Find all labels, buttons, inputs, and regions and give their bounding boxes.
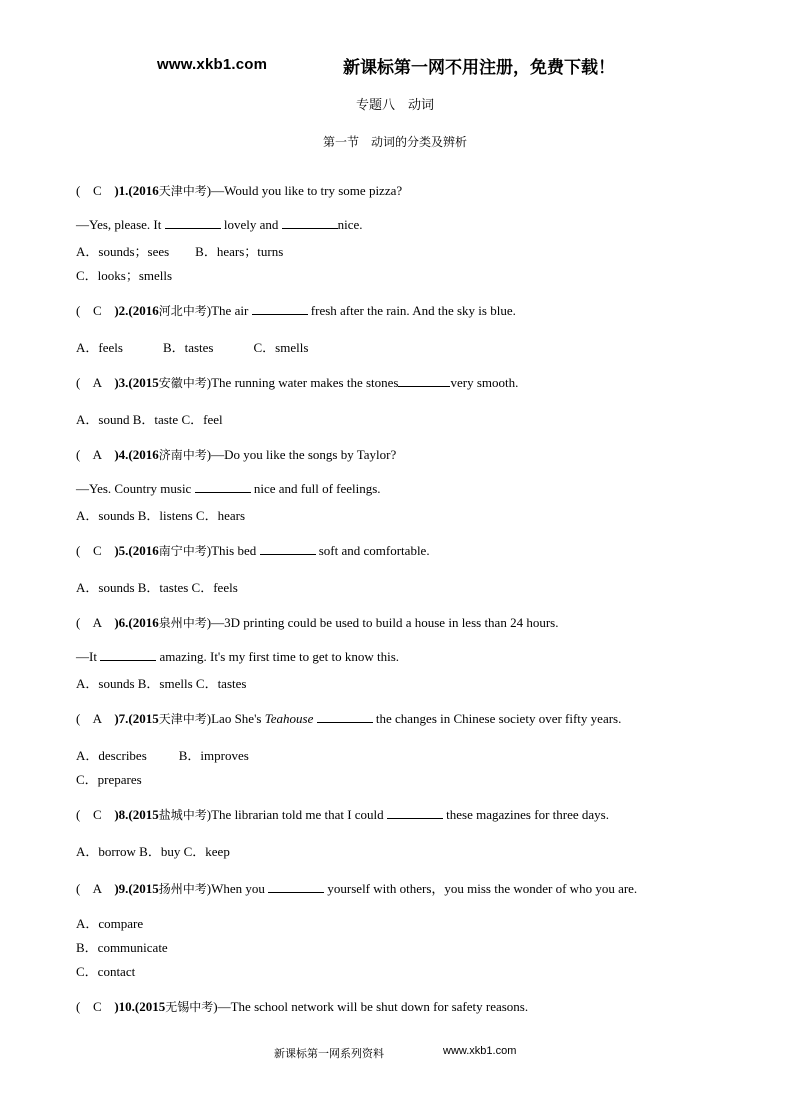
question-number-9: )9.(2015: [114, 881, 159, 896]
answer-3: A: [92, 375, 103, 390]
dialogue-text: nice and full of feelings.: [253, 481, 381, 496]
question-stem-4: )—Do you like the songs by Taylor?: [206, 447, 397, 462]
answer-5: C: [93, 543, 102, 558]
question-stem-10: )—The school network will be shut down for safety reasons.: [213, 999, 529, 1014]
answer-blank: [100, 649, 156, 661]
question-number-3: )3.(2015: [114, 375, 159, 390]
option-b: B．improves: [178, 748, 249, 763]
question-9-option-a: A．compare: [76, 916, 144, 931]
answer-blank: [165, 217, 221, 229]
question-7: ( A )7.(2015天津中考)Lao She's Teahouse the changes in Chinese society over fifty years.: [76, 711, 622, 726]
question-3: ( A )3.(2015安徽中考)The running water makes the stones very smooth.: [76, 375, 519, 390]
question-stem-1: )—Would you like to try some pizza?: [206, 183, 403, 198]
answer-1: C: [93, 183, 102, 198]
question-number-2: )2.(2016: [114, 303, 159, 318]
answer-blank: [398, 375, 450, 387]
question-1-dialogue: [76, 217, 363, 233]
option-c: C．smells: [253, 340, 309, 355]
header-slogan: 新课标第一网不用注册，免费下载！: [343, 58, 615, 78]
dialogue-text: —It: [76, 649, 97, 664]
question-source-7: 天津中考: [158, 712, 207, 726]
answer-7: A: [92, 711, 103, 726]
dialogue-text: amazing. It's my first time to get to know this.: [159, 649, 400, 664]
question-3-options: A．sound B．taste C．feel: [76, 412, 223, 427]
book-title: Teahouse: [264, 711, 314, 726]
answer-10: C: [93, 999, 102, 1014]
question-source-10: 无锡中考: [165, 1000, 214, 1014]
question-1: ( C )1.(2016天津中考)—Would you like to try some pizza?: [76, 183, 403, 198]
answer-blank: [252, 303, 308, 315]
question-6-dialogue: [76, 649, 399, 665]
question-source-4: 济南中考: [158, 448, 207, 462]
option-b: B．hears；turns: [195, 244, 284, 259]
dialogue-text: —Yes. Country music: [76, 481, 192, 496]
question-7-options-row1: [76, 745, 249, 764]
answer-blank: [260, 543, 316, 555]
question-2-options: [76, 337, 308, 356]
answer-6: A: [92, 615, 103, 630]
option-a: A．feels: [76, 340, 123, 355]
question-source-8: 盐城中考: [158, 808, 207, 822]
option-c: C．looks；smells: [76, 268, 173, 283]
question-4: ( A )4.(2016济南中考)—Do you like the songs by Taylor?: [76, 447, 397, 462]
question-1-options-row1: [76, 241, 283, 260]
question-number-1: )1.(2016: [114, 183, 159, 198]
answer-2: C: [93, 303, 102, 318]
question-stem-2-rest: fresh after the rain. And the sky is blue.: [310, 303, 516, 318]
header-site-link[interactable]: www.xkb1.com: [157, 56, 268, 73]
question-8: ( C )8.(2015盐城中考)The librarian told me that I could these magazines for three days.: [76, 807, 609, 822]
question-number-10: )10.(2015: [114, 999, 166, 1014]
question-6: ( A )6.(2016泉州中考)—3D printing could be used to build a house in less than 24 hours.: [76, 615, 559, 630]
question-10: ( C )10.(2015无锡中考)—The school network will be shut down for safety reasons.: [76, 999, 529, 1014]
section-title: 第一节 动词的分类及辨析: [322, 135, 467, 149]
question-1-options-row2: [76, 265, 172, 284]
question-stem-9-rest: yourself with others，you miss the wonder of who you are.: [327, 881, 638, 896]
question-stem-9: )When you: [206, 881, 265, 896]
question-source-1: 天津中考: [158, 184, 207, 198]
footer-site-link[interactable]: www.xkb1.com: [443, 1045, 517, 1057]
question-stem-3-rest: very smooth.: [450, 375, 519, 390]
question-stem-3: )The running water makes the stones: [206, 375, 399, 390]
answer-8: C: [93, 807, 102, 822]
question-2: ( C )2.(2016河北中考)The air fresh after the rain. And the sky is blue.: [76, 303, 516, 318]
question-number-5: )5.(2016: [114, 543, 159, 558]
answer-9: A: [92, 881, 103, 896]
question-source-3: 安徽中考: [158, 376, 207, 390]
question-number-6: )6.(2016: [114, 615, 159, 630]
question-9-option-c: C．contact: [76, 964, 136, 979]
question-7-options-row2: [76, 769, 142, 788]
question-number-4: )4.(2016: [114, 447, 159, 462]
question-stem-8-rest: these magazines for three days.: [446, 807, 609, 822]
footer-series-label: 新课标第一网系列资料: [274, 1047, 384, 1060]
question-5-options: A．sounds B．tastes C．feels: [76, 580, 238, 595]
question-9: ( A )9.(2015扬州中考)When you yourself with others，you miss the wonder of who you are.: [76, 881, 638, 896]
question-5: ( C )5.(2016南宁中考)This bed soft and comfortable.: [76, 543, 430, 558]
question-stem-2: )The air: [206, 303, 249, 318]
option-a: A．sounds；sees: [76, 244, 170, 259]
option-a: A．describes: [76, 748, 147, 763]
dialogue-text: lovely and: [223, 217, 279, 232]
question-8-options: A．borrow B．buy C．keep: [76, 844, 230, 859]
option-c: C．prepares: [76, 772, 142, 787]
answer-blank: [387, 807, 443, 819]
question-number-7: )7.(2015: [114, 711, 159, 726]
question-source-9: 扬州中考: [158, 882, 207, 896]
answer-blank: [282, 217, 338, 229]
dialogue-text: nice.: [337, 217, 363, 232]
question-9-option-b: B．communicate: [76, 940, 168, 955]
answer-blank: [317, 711, 373, 723]
question-source-2: 河北中考: [158, 304, 207, 318]
option-b: B．tastes: [162, 340, 214, 355]
question-4-options: A．sounds B．listens C．hears: [76, 508, 246, 523]
question-source-5: 南宁中考: [158, 544, 207, 558]
answer-4: A: [92, 447, 103, 462]
question-stem-7: )Lao She's: [206, 711, 262, 726]
question-stem-6: )—3D printing could be used to build a house in less than 24 hours.: [206, 615, 559, 630]
question-4-dialogue: [76, 481, 381, 497]
answer-blank: [268, 881, 324, 893]
topic-title: 专题八 动词: [355, 98, 434, 113]
answer-blank: [195, 481, 251, 493]
question-stem-5: )This bed: [206, 543, 257, 558]
question-6-options: A．sounds B．smells C．tastes: [76, 676, 247, 691]
question-number-8: )8.(2015: [114, 807, 159, 822]
question-stem-7-rest: the changes in Chinese society over fifty years.: [375, 711, 622, 726]
question-stem-8: )The librarian told me that I could: [206, 807, 384, 822]
question-stem-5-rest: soft and comfortable.: [318, 543, 430, 558]
question-source-6: 泉州中考: [158, 616, 207, 630]
dialogue-text: —Yes, please. It: [76, 217, 162, 232]
